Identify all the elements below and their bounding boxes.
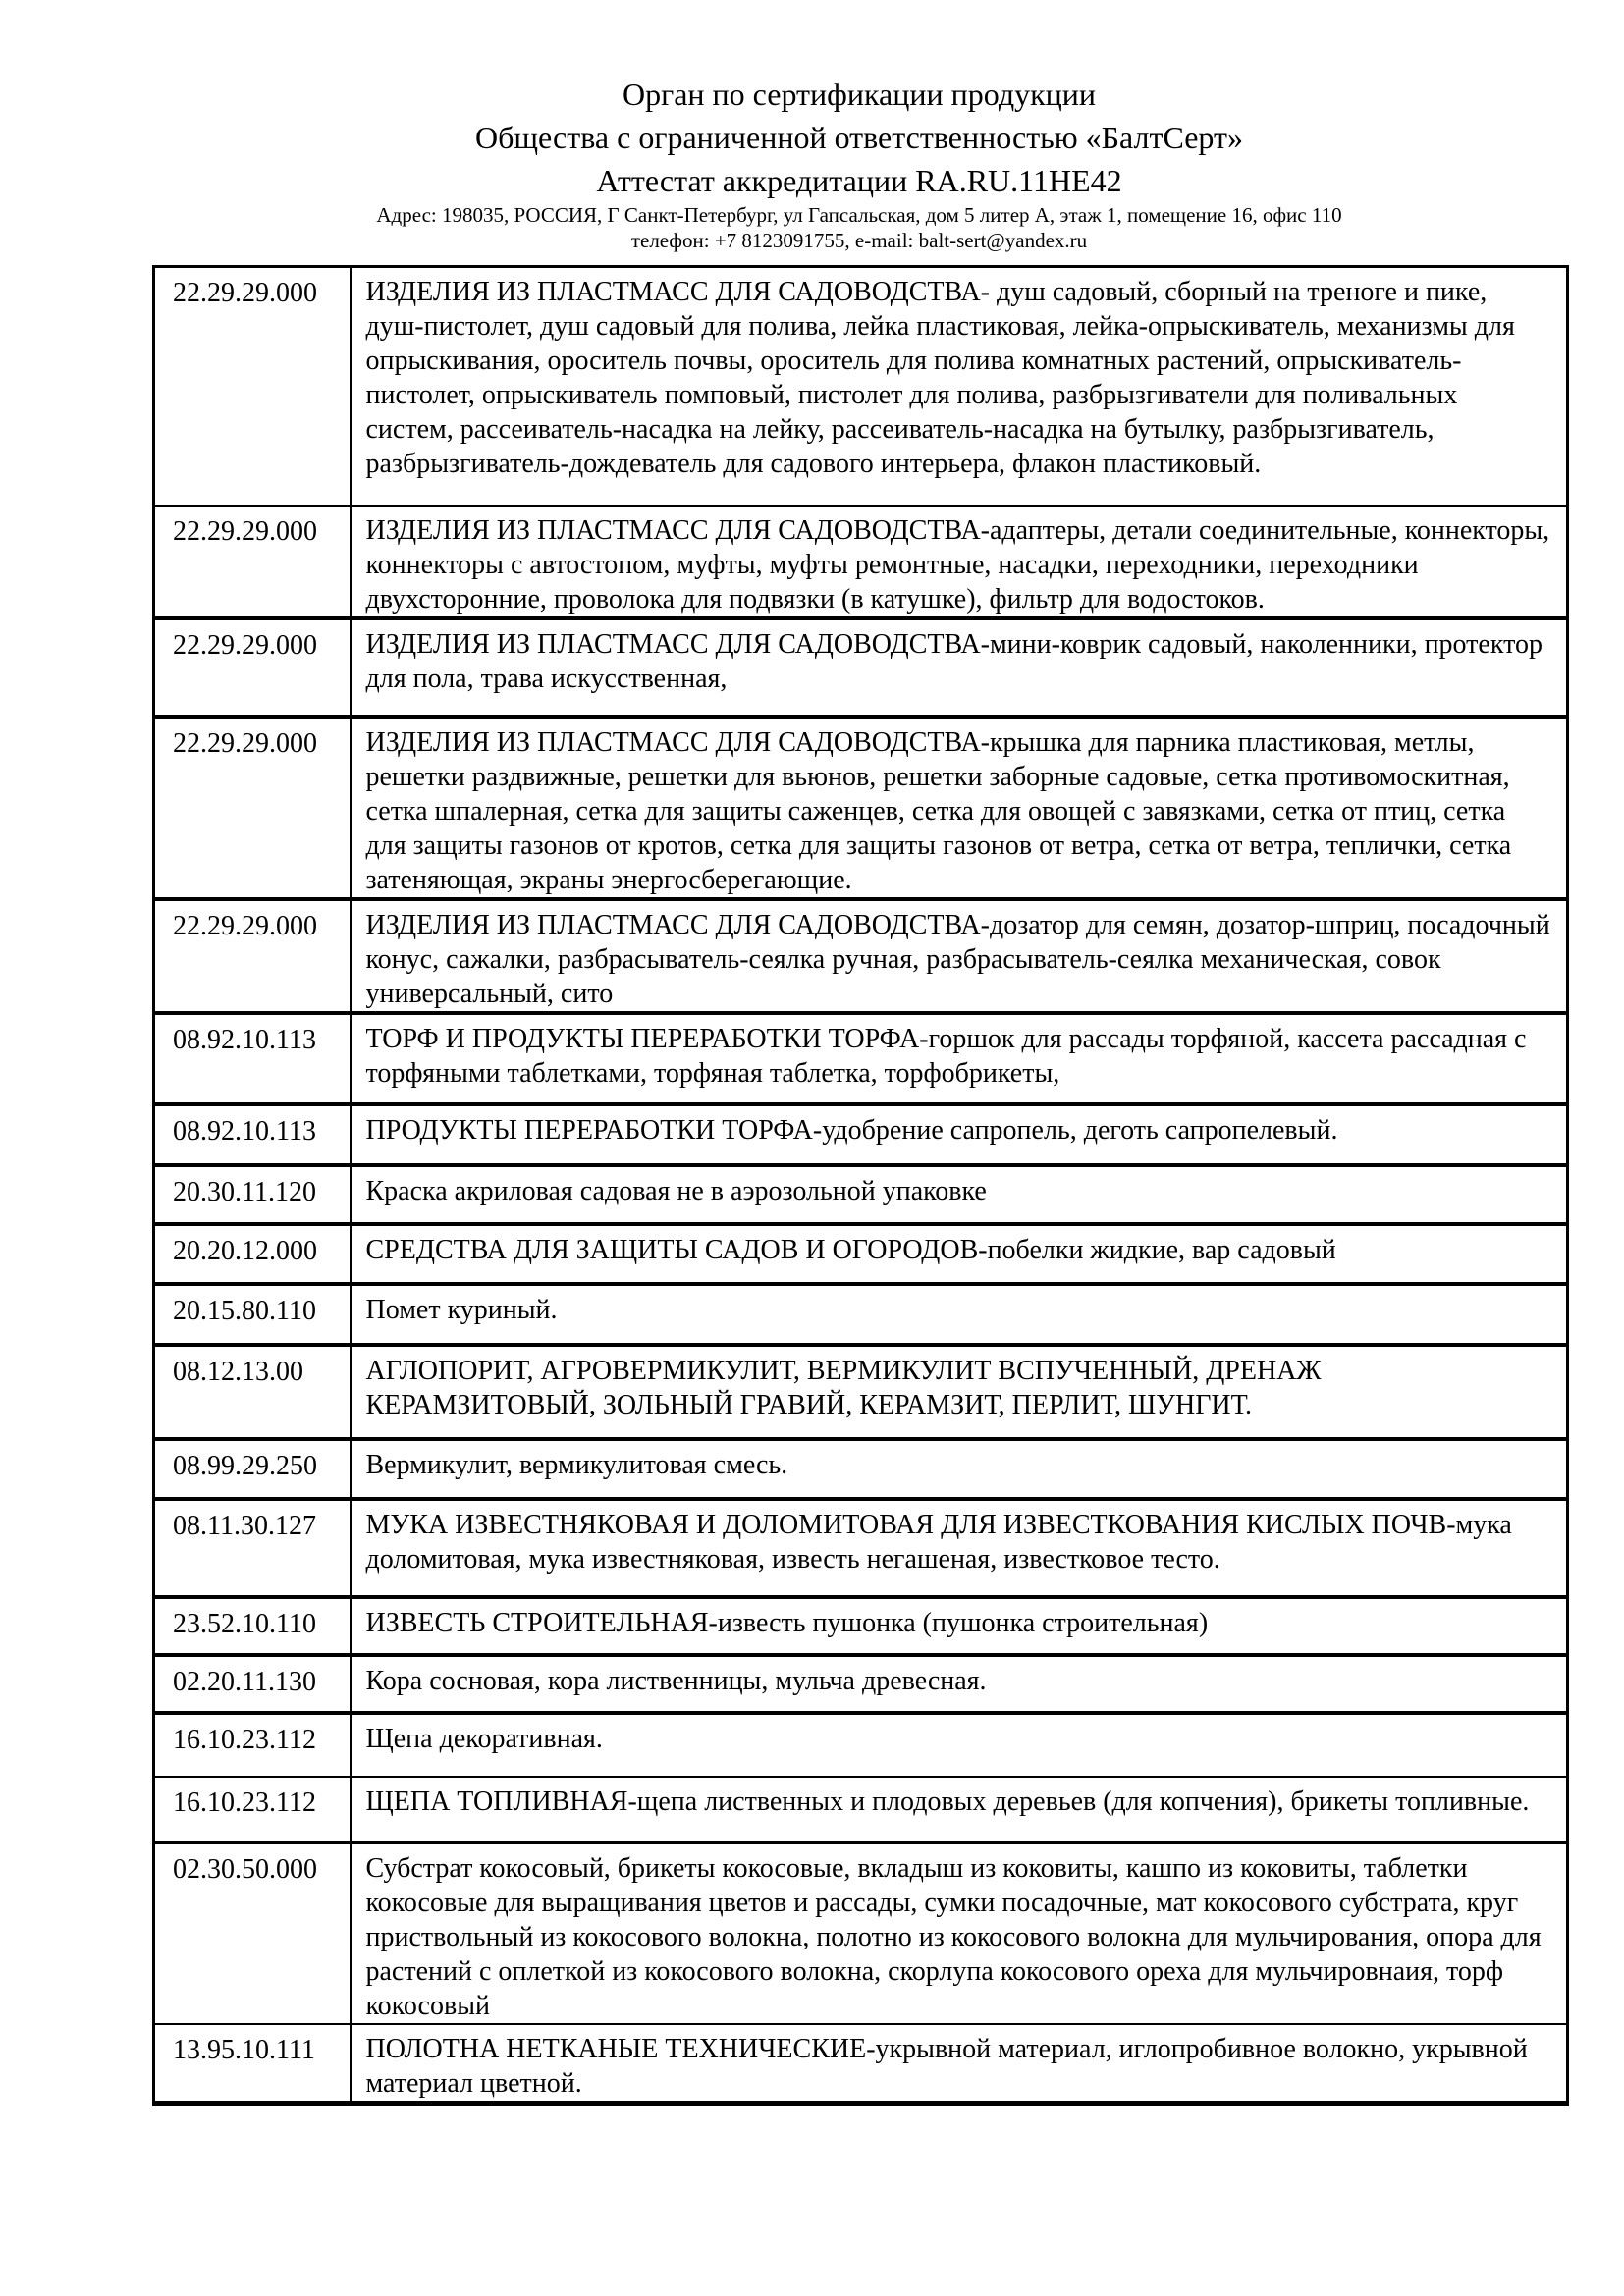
product-code-cell: 02.30.50.000	[154, 1842, 351, 2024]
product-code-cell: 13.95.10.111	[154, 2024, 351, 2104]
table-row	[154, 1777, 1568, 1842]
table-row	[154, 267, 1568, 506]
product-table-body	[154, 267, 1568, 2104]
table-row	[154, 1345, 1568, 1439]
product-code-cell: 08.92.10.113	[154, 1104, 351, 1165]
table-row	[154, 1842, 1568, 2024]
table-row	[154, 1013, 1568, 1104]
product-description-cell: ПРОДУКТЫ ПЕРЕРАБОТКИ ТОРФА-удобрение сапропель, деготь сапропелевый.	[365, 1114, 1338, 1146]
table-row	[154, 1104, 1568, 1165]
table-row	[154, 1655, 1568, 1713]
product-code-cell: 22.29.29.000	[154, 267, 351, 506]
product-code-cell: 08.99.29.250	[154, 1439, 351, 1499]
product-description-cell: Субстрат кокосовый, брикеты кокосовые, вкладыш из коковиты, кашпо из коковиты, таблетки кокосовые для выращивания цветов и рассады, сумки посадочные, мат кокосового субстрата, круг приствольный из кокосового волокна, полотно из кокосового волокна для мульчирования, опора для растений с оплеткой из кокосового волокна, скорлупа кокосового ореха для мульчировнаия, торф кокосовый	[365, 1852, 1542, 2021]
product-code-cell: 22.29.29.000	[154, 899, 351, 1013]
product-description-cell: ИЗВЕСТЬ СТРОИТЕЛЬНАЯ-известь пушонка (пушонка строительная)	[365, 1607, 1209, 1638]
table-row	[154, 1439, 1568, 1499]
product-description-cell: Вермикулит, вермикулитовая смесь.	[365, 1449, 788, 1480]
product-description-cell: ЩЕПА ТОПЛИВНАЯ-щепа лиственных и плодовых деревьев (для копчения), брикеты топливные.	[365, 1786, 1530, 1817]
product-code-cell: 23.52.10.110	[154, 1597, 351, 1655]
product-code-cell: 08.12.13.00	[154, 1345, 351, 1439]
product-codes-table	[152, 265, 1569, 2106]
product-description-cell: АГЛОПОРИТ, АГРОВЕРМИКУЛИТ, ВЕРМИКУЛИТ ВСПУЧЕННЫЙ, ДРЕНАЖ КЕРАМЗИТОВЫЙ, ЗОЛЬНЫЙ ГРАВИЙ, КЕРАМЗИТ, ПЕРЛИТ, ШУНГИТ.	[365, 1355, 1322, 1420]
product-description-cell: ПОЛОТНА НЕТКАНЫЕ ТЕХНИЧЕСКИЕ-укрывной материал, иглопробивное волокно, укрывной материал цветной.	[365, 2033, 1528, 2099]
table-row	[154, 2024, 1568, 2104]
product-code-cell: 16.10.23.112	[154, 1713, 351, 1777]
table-row	[154, 506, 1568, 618]
table-row	[154, 1165, 1568, 1224]
product-description-cell: ИЗДЕЛИЯ ИЗ ПЛАСТМАСС ДЛЯ САДОВОДСТВА-адаптеры, детали соединительные, коннекторы, коннекторы с автостопом, муфты, муфты ремонтные, насадки, переходники, переходники двухсторонние, проволока для подвязки (в катушке), фильтр для водостоков.	[365, 514, 1550, 614]
contact-line: телефон: +7 8123091755, e-mail: balt-sert@yandex.ru	[630, 229, 1088, 252]
table-row	[154, 1597, 1568, 1655]
table-row	[154, 717, 1568, 899]
product-code-cell: 22.29.29.000	[154, 506, 351, 618]
table-row	[154, 1499, 1568, 1597]
table-row	[154, 1284, 1568, 1345]
product-description-cell: МУКА ИЗВЕСТНЯКОВАЯ И ДОЛОМИТОВАЯ ДЛЯ ИЗВЕСТКОВАНИЯ КИСЛЫХ ПОЧВ-мука доломитовая, мука известняковая, известь негашеная, известковое тесто.	[365, 1509, 1512, 1575]
product-description-cell: ТОРФ И ПРОДУКТЫ ПЕРЕРАБОТКИ ТОРФА-горшок для рассады торфяной, кассета рассадная с торфяными таблетками, торфяная таблетка, торфобрикеты,	[365, 1023, 1527, 1089]
address-line: Адрес: 198035, РОССИЯ, Г Санкт-Петербург, ул Гапсальская, дом 5 литер А, этаж 1, помещение 16, офис 110	[376, 203, 1342, 227]
product-code-cell: 20.20.12.000	[154, 1224, 351, 1284]
product-code-cell: 16.10.23.112	[154, 1777, 351, 1842]
product-description-cell: Щепа декоративная.	[365, 1723, 603, 1754]
product-description-cell: ИЗДЕЛИЯ ИЗ ПЛАСТМАСС ДЛЯ САДОВОДСТВА-дозатор для семян, дозатор-шприц, посадочный конус, сажалки, разбрасыватель-сеялка ручная, разбрасыватель-сеялка механическая, совок универсальный, сито	[365, 909, 1550, 1009]
table-row	[154, 1713, 1568, 1777]
product-description-cell: Помет куриный.	[365, 1294, 558, 1325]
org-title-line-2: Общества с ограниченной ответственностью «БалтСерт»	[475, 120, 1243, 155]
product-code-cell: 08.92.10.113	[154, 1013, 351, 1104]
product-description-cell: ИЗДЕЛИЯ ИЗ ПЛАСТМАСС ДЛЯ САДОВОДСТВА-крышка для парника пластиковая, метлы, решетки раздвижные, решетки для вьюнов, решетки заборные садовые, сетка противомоскитная, сетка шпалерная, сетка для защиты саженцев, сетка для овощей с завязками, сетка от птиц, сетка для защиты газонов от кротов, сетка для защиты газонов от ветра, сетка от ветра, теплички, сетка затеняющая, экраны энергосберегающие.	[365, 726, 1512, 895]
product-code-cell: 22.29.29.000	[154, 717, 351, 899]
table-row	[154, 899, 1568, 1013]
table-row	[154, 1224, 1568, 1284]
product-description-cell: ИЗДЕЛИЯ ИЗ ПЛАСТМАСС ДЛЯ САДОВОДСТВА-мини-коврик садовый, наколенники, протектор для пола, трава искусственная,	[365, 628, 1543, 694]
product-description-cell: ИЗДЕЛИЯ ИЗ ПЛАСТМАСС ДЛЯ САДОВОДСТВА- душ садовый, сборный на треноге и пике, душ-пистолет, душ садовый для полива, лейка пластиковая, лейка-опрыскиватель, механизмы для опрыскивания, ороситель почвы, ороситель для полива комнатных растений, опрыскиватель-пистолет, опрыскиватель помповый, пистолет для полива, разбрызгиватели для поливальных систем, рассеиватель-насадка на лейку, рассеиватель-насадка на бутылку, разбрызгиватель, разбрызгиватель-дождеватель для садового интерьера, флакон пластиковый.	[365, 277, 1515, 479]
product-description-cell: Краска акриловая садовая не в аэрозольной упаковке	[365, 1175, 987, 1206]
accreditation-line: Аттестат аккредитации RA.RU.11HE42	[596, 163, 1122, 198]
product-code-cell: 20.30.11.120	[154, 1165, 351, 1224]
product-code-cell: 22.29.29.000	[154, 618, 351, 717]
document-header	[152, 0, 1566, 253]
product-description-cell: СРЕДСТВА ДЛЯ ЗАЩИТЫ САДОВ И ОГОРОДОВ-побелки жидкие, вар садовый	[365, 1234, 1336, 1265]
org-title-line-1: Орган по сертификации продукции	[622, 77, 1097, 112]
product-description-cell: Кора сосновая, кора лиственницы, мульча древесная.	[365, 1665, 987, 1696]
table-row	[154, 618, 1568, 717]
product-code-cell: 02.20.11.130	[154, 1655, 351, 1713]
product-code-cell: 20.15.80.110	[154, 1284, 351, 1345]
product-code-cell: 08.11.30.127	[154, 1499, 351, 1597]
